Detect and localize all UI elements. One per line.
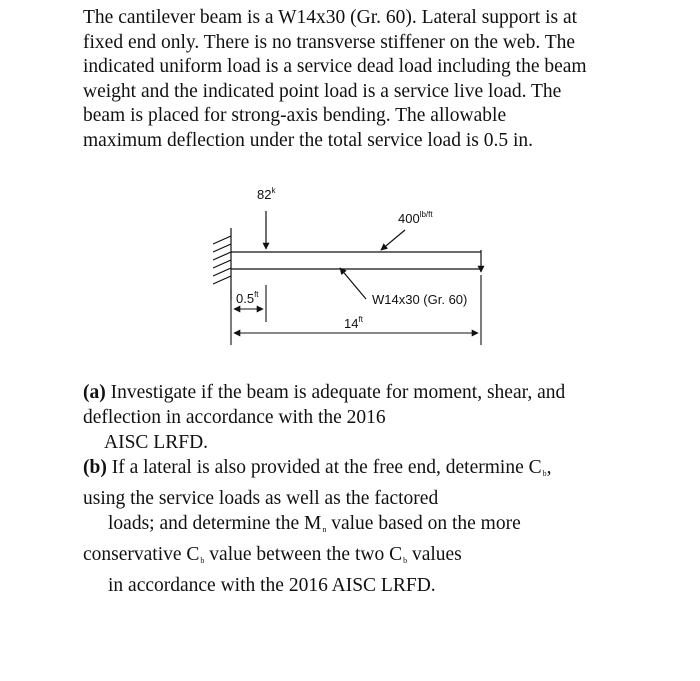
question-b-line: (b) If a lateral is also provided at the free end, determine $C_b$, (83, 457, 552, 478)
uniform-load-label: $400^{lb/ft}$ (398, 210, 433, 226)
dimension-lines (231, 275, 481, 345)
problem-line: beam is placed for strong-axis bending. The allowable (83, 105, 507, 126)
question-b-tag: (b) (83, 457, 107, 478)
beam (231, 252, 481, 269)
problem-line: fixed end only. There is no transverse stiffener on the web. The (83, 31, 576, 53)
uniform-load-arrow (381, 230, 405, 250)
span-dimension-label: $14^{ft}$ (344, 315, 363, 331)
problem-line: indicated uniform load is a service dead load including the beam (83, 56, 587, 77)
question-b-line: conservative $C_b$ value between the two $C_b$ values (83, 544, 462, 565)
question-a-tag: (a) (83, 382, 106, 403)
question-b-line: loads; and determine the $M_n$ value based on the more (108, 513, 521, 534)
question-b-line: using the service loads as well as the factored (83, 488, 439, 509)
section-label: W14x30 (Gr. 60) (372, 292, 468, 307)
section-leader-arrow (340, 268, 366, 299)
questions (83, 380, 663, 598)
problem-line: weight and the indicated point load is a service live load. The (83, 80, 562, 102)
point-load-label: 82$^k$ (257, 186, 276, 202)
problem-line: The cantilever beam is a W14x30 (Gr. 60). Lateral support is at (83, 7, 578, 28)
question-a-line: (a) Investigate if the beam is adequate for moment, shear, and (83, 382, 566, 403)
question-b-line: in accordance with the 2016 AISC LRFD. (108, 575, 436, 596)
problem-line: maximum deflection under the total service load is 0.5 in. (83, 129, 534, 151)
question-a-line: AISC LRFD. (104, 432, 209, 453)
offset-dimension-label: $0.5^{ft}$ (236, 290, 259, 306)
question-a-line: deflection in accordance with the 2016 (83, 407, 386, 428)
fixed-support (213, 228, 231, 300)
